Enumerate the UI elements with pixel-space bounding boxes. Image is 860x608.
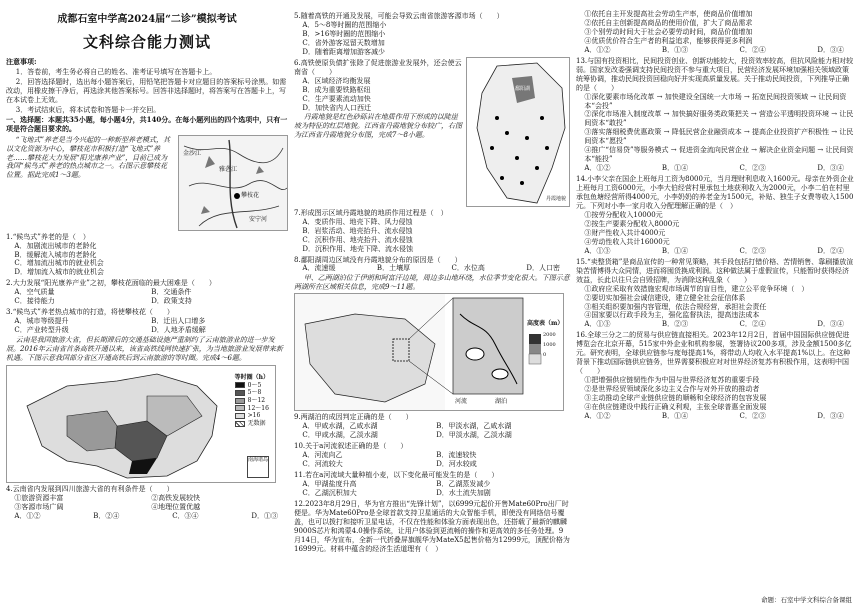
option: B．迁出人口增多 (151, 317, 206, 326)
question-1: 1.“候鸟式”养老的是（ ） A．加剧流出城市的老龄化 B．缓解流入城市的老龄化 C．增加流出城市的就业机会 D．增加流入城市的就业机会 (6, 233, 288, 278)
choice: A．①② (584, 411, 611, 420)
question-13: 13.与国有投资相比，民间投资创业、创新功能较大，投资效率较高，但抗风险能力相对较弱。国家发改委强调支持民间投资不参与重大项目，民营经济发展环境加强相关领域政策统筹协调，推动民间投资回稳向好并实现高质量发展。关于推动民间投资，下列推导正确的是（ ） ①深化要素市场化改革 → 加快建设全国统一大市场 → 拓宽民间投资领域 → 让民间资本“会投” ②深化市场准入制度改革 → 加快搞好服务类政策把关 → 营造公平透明投资环境 → 让民间资本“敢投” ③落实落细税费优惠政策 → 降低民营企业融资成本 → 提高企业投资扩产积极性 → 让民间资本“愿投” ④推广“信易贷”等服务模式 → 促进资金流向民营企业 → 解决企业资金问题 → 让民间资本“能投” A．①② B．①④ C．②③ D．③④ (576, 56, 854, 173)
exam-subject-title: 文科综合能力测试 (82, 32, 211, 51)
question-2: 2.大力发展“阳光康养产业”之初，攀枝花面临的最大困难是（ ） A．空气质量 B．交通条件 C．接待能力 D．政策支持 (6, 279, 288, 306)
option: ④推广“信易贷”等服务模式 → 促进资金流向民营企业 → 解决企业资金问题 → 让民间资本“能投” (584, 146, 854, 164)
option: D．人口密 (526, 264, 560, 273)
option: C．河流较大 (302, 460, 343, 469)
choice: B．②③ (661, 320, 689, 329)
option: B．乙湖蒸发减少 (436, 480, 491, 489)
china-map-legend (233, 372, 271, 430)
question-6: 6.高铁使原负债扩张除了促进旅游业发展外，还会使云南省（ ） A．区域经济均衡发展 B．成为重要铁路枢纽 C．生产要素流动加快 D．加快省内人口西迁 (294, 58, 462, 112)
option: A．加剧流出城市的老龄化 (14, 241, 97, 250)
option: B．土壤厚 (376, 264, 411, 273)
map-label: 雅砻江 (219, 165, 238, 173)
option: A．流速缓 (302, 264, 336, 273)
option: A．河流向乙 (302, 451, 343, 460)
choice: B．①④ (661, 164, 689, 173)
option: B．缓解流入城市的老龄化 (14, 250, 97, 259)
choice: D．③④ (817, 411, 844, 420)
choice: A．①③ (584, 320, 611, 329)
question-5: 5.随着高铁的开通及发展，可能会导致云南省旅游客源市场（ ） A．5～8等时圈的范围缩小 B．>16等时圈的范围缩小 C．省外游客逗留天数增加 D．随着距离增加游客减少 (294, 12, 570, 57)
legend-item: 12～16 (235, 405, 269, 413)
choice: A．①② (584, 45, 611, 54)
jiangxi-map-svg (467, 58, 570, 207)
option: A．空气质量 (14, 288, 55, 297)
option: ③落实落细税费优惠政策 → 降低民营企业融资成本 → 提高企业投资扩产积极性 → 让民间资本“愿投” (584, 128, 854, 146)
option: C．甲咸水湖，乙淡水湖 (302, 431, 378, 440)
option: A．5～8等时圈的范围缩小 (302, 20, 387, 29)
option: ④地理位置优越 (151, 502, 201, 511)
choice: C．②④ (739, 320, 766, 329)
choice: B．②④ (93, 511, 120, 520)
passage-4: 甲、乙两湖泊位于伊朗和阿富汗边境，周边多山地环绕，水位季节变化很大。下图示意两湖所在区域相关信息，完成9～11题。 (294, 274, 570, 292)
note-item: 3．考试结束后，将本试卷和答题卡一并交回。 (15, 105, 161, 114)
option: ④优质优价符合生产者的利益追求，能够获得更多利润 (584, 36, 753, 45)
option: ②按生产要素分配收入8000元 (584, 219, 680, 228)
option: D．水土流失加剧 (436, 488, 491, 497)
choice: C．②④ (739, 45, 766, 54)
option: C．乙湖沉积加大 (302, 488, 357, 497)
option: C．沉积作用、地壳抬升、流水侵蚀 (302, 235, 413, 244)
choice: C．③④ (172, 511, 199, 520)
option: ④在供应链建设中践行正确义利观，主张全球普惠全面发展 (584, 402, 767, 411)
option: ③财产性收入共计4000元 (584, 228, 666, 237)
choice: D．③④ (817, 164, 844, 173)
choice: A．①② (14, 511, 41, 520)
question-15: 15.“卖整货箱”是商品宣传的一种常见策略，其手段包括打错价格、苦情销售、靠刷播放渲染苦情博得大众同情，进而将囤货换成利润。这种做法属于虚假宣传，只能暂时获得经济效益，长此以往只会自毁招牌，为消除这种乱象（ ） ①政府应采取有效措施宏观市场调节的盲目性，建立公平竞争环境（ ） ②要切实加强社会诚信建设，建立健全社会征信体系 ③相关组织要加强内容管理，依法合规经营，承担社会责任 ④国家要以行政手段为主，强化监督执法，提高违法成本 A．①③ B．②③ C．②④ D．③④ (576, 257, 854, 329)
choice: D．③④ (817, 320, 844, 329)
south-sea-inset: 南海诸岛 (247, 456, 269, 478)
iran-lakes-map (294, 293, 564, 411)
legend-item: 无数据 (235, 420, 269, 428)
option: D．沉积作用、地壳下降、流水侵蚀 (302, 244, 414, 253)
option: C．增加流出城市的就业机会 (14, 259, 104, 268)
question-16: 16.全球三分之二的贸易与供应链直接相关。2023年12月2日，首届中国国际供应链促进博览会在北京开幕，515家中外企业和机构参展，签署协议200多项，涉及金额1500多亿元。研究表明，全球供应链参与度每提高1%，将带动人均收入水平提高1%以上。在这种背景下推动国际链供应链务，世界需要积极应对对世界经济复苏有积极作用，这表明中国（ ） ①把增强供应链韧性作为中国与世界经济复苏的重要手段 ②是世界经贸领域深化多边主义合作与对外开放的推动者 ③主动推动全球产业链供应链的顺畅和全球经济的包容发展 ④在供应链建设中践行正确义利观，主张全球普惠全面发展 A．①② B．①④ C．②③ D．③④ (576, 331, 854, 421)
choice: C．②③ (739, 164, 766, 173)
option: ②高铁发展较快 (151, 493, 201, 502)
option: B．流速较快 (436, 451, 477, 460)
option: B．交通条件 (151, 288, 192, 297)
option: B．岩浆活动、地壳抬升、流水侵蚀 (302, 226, 413, 235)
choice: B．①③ (661, 45, 689, 54)
column-3 (576, 10, 854, 421)
option: ①把增强供应链韧性作为中国与世界经济复苏的重要手段 (584, 376, 760, 385)
choice: C．②③ (739, 246, 766, 255)
china-isochrone-map (6, 365, 276, 483)
option: B．成为重要铁路枢纽 (302, 85, 371, 94)
question-14: 14.小李父亲在国企上班每月工资为8000元，当月理财利息收入1600元。母亲在外资企业上班每月工资6000元，小李大伯经营村里承包土地获利收入为2000元，小李二伯在村里承包鱼塘经营所得4000元，小李奶奶的养老金为1500元，补贴、独生子女费等收入1500元。下列对小李一家月收入分配理解正确的是（ ） ①按劳分配收入10000元 ②按生产要素分配收入8000元 ③财产性收入共计4000元 ④劳动性收入共计16000元 A．①③ B．①④ C．②③ D．②④ (576, 175, 854, 255)
option: ③个别劳动时间大于社会必要劳动时间，商品价值增加 (584, 27, 753, 36)
question-4: 4.云南省内发展到四川旅游大省的有利条件是（ ） ①旅游资源丰富 ②高铁发展较快 ③客源市场广阔 ④地理位置优越 A．①② B．②④ C．③④ D．①③ (6, 485, 288, 521)
legend-item: >16 (235, 412, 269, 420)
question-10: 10.关于a河流叙述正确的是（ ） A．河流向乙 B．流速较快 C．河流较大 D．河水较咸 (294, 442, 570, 469)
option: C．接待能力 (14, 297, 55, 306)
option: C．产业转型升级 (14, 326, 69, 335)
option: A．区域经济均衡发展 (302, 76, 371, 85)
legend-item: 0～5 (235, 382, 269, 390)
option: C．水位高 (451, 264, 485, 273)
option: A．城市等级提升 (14, 317, 69, 326)
page-footer: 命题：石室中学文科综合备课组 (761, 595, 852, 604)
map-label: 攀枝花 (241, 191, 260, 199)
option: D．政策支持 (151, 297, 192, 306)
map-label: 鄱阳湖 (515, 85, 531, 92)
column-2 (294, 10, 570, 554)
legend-river: 河流 (455, 398, 468, 406)
legend-item: 8～12 (235, 397, 269, 405)
choice: D．③④ (817, 45, 844, 54)
notes-heading: 注意事项: (6, 56, 37, 66)
option: B．甲淡水湖，乙咸水湖 (436, 422, 512, 431)
option: ③相关组织要加强内容管理，依法合规经营，承担社会责任 (584, 302, 767, 311)
option: A．变质作用、地壳下降、风力侵蚀 (302, 217, 413, 226)
question-9: 9.两湖泊的成因判定正确的是（ ） A．甲咸水湖，乙咸水湖 B．甲淡水湖，乙咸水湖 C．甲咸水湖，乙淡水湖 D．甲淡水湖，乙淡水湖 (294, 413, 570, 440)
legend-title: 等时圈（h） (234, 373, 269, 381)
elevation-value: 2000 (543, 332, 556, 339)
iran-map-svg (295, 294, 564, 411)
choice: A．①② (584, 164, 611, 173)
option: A．甲湖盐度升高 (302, 480, 357, 489)
choice: A．①③ (584, 246, 611, 255)
option: A．甲咸水湖，乙咸水湖 (302, 422, 378, 431)
option: D．加快省内人口西迁 (302, 103, 372, 112)
question-12-options (576, 10, 854, 55)
legend-lake: 湖泊 (495, 398, 508, 406)
section-heading: 一、选择题：本题共35小题，每小题4分，共140分。在每小题列出的四个选项中，只有一项是符合题目要求的。 (6, 114, 288, 133)
option: ④劳动性收入共计16000元 (584, 237, 670, 246)
note-item: 1．答卷前，考生务必将自己的姓名、准考证号填写在答题卡上。 (15, 67, 217, 76)
option: C．省外游客逗留天数增加 (302, 38, 385, 47)
option: D．随着距离增加游客减少 (302, 47, 386, 56)
option: ①政府应采取有效措施宏观市场调节的盲目性，建立公平竞争环境（ ） (584, 284, 809, 293)
question-7: 7.形成图示区域丹霞地貌的地质作用过程是（ ） A．变质作用、地壳下降、风力侵蚀 B．岩浆活动、地壳抬升、流水侵蚀 C．沉积作用、地壳抬升、流水侵蚀 D．沉积作用、地壳下降、流水侵蚀 (294, 209, 570, 254)
choice: B．①④ (661, 411, 689, 420)
option: ①依托自主开发提高社会劳动生产率，使商品价值增加 (584, 10, 753, 18)
choice: D．②④ (817, 246, 844, 255)
option: C．生产要素流动加快 (302, 94, 371, 103)
elevation-value: 0 (543, 352, 547, 359)
option: ④国家要以行政手段为主，强化监督执法，提高违法成本 (584, 311, 760, 320)
question-3: 3.“候鸟式”养老热点城市的打造，将使攀枝花（ ） A．城市等级提升 B．迁出人口增多 C．产业转型升级 D．人地矛盾缓解 (6, 308, 288, 335)
map-label: 金沙江 (183, 149, 202, 157)
choice: D．①③ (251, 511, 278, 520)
option: D．人地矛盾缓解 (151, 326, 206, 335)
passage-3: 丹霞地貌是红色砂砾岩在地质作用下形成的以陡崖坡为特征的红层地貌。江西省丹霞地貌分布较广，右图为江西省丹霞地貌分布图，完成7～8小题。 (294, 113, 462, 140)
column-1 (6, 10, 288, 521)
option: ②依托自主创新提高商品的使用价值，扩大了商品需求 (584, 18, 753, 27)
option: D．河水较咸 (436, 460, 477, 469)
map-label: 安宁河 (249, 215, 268, 223)
question-8: 8.鄱阳湖周边区域没有丹霞地貌分布的原因是（ ） A．流速缓 B．土壤厚 C．水位高 D．人口密 (294, 255, 560, 273)
map-legend-label: 丹霞地貌 (545, 196, 566, 203)
elevation-legend-title: 高度表（m） (527, 320, 564, 328)
option: ③主动推动全球产业链供应链的顺畅和全球经济的包容发展 (584, 394, 767, 403)
option: D．甲淡水湖，乙淡水湖 (436, 431, 512, 440)
elevation-value: 1000 (543, 342, 556, 349)
question-12: 12.2023年8月29日，华为官方推出“先锋计划”，以6999元起价开售Mate60Pro出厂时便是。华为Mate60Pro是全球首款支持卫星通话的大众智能手机，即使没有网络信号覆盖，也可以拨打和接听卫星电话，不仅在性能和体验方面表现出色，还搭载了最新的麒麟9000S芯片和鸿蒙4.0操作系统，让用户体验到更流畅的操作和更高效的多任务处理。9月14日，华为宣布，全新一代折叠屏旗舰华为MateX5起售价格为12999元，顶配价格为16999元。材料中蕴含的经济生活道理有（ ） (294, 499, 570, 553)
option: ①深化要素市场化改革 → 加快建设全国统一大市场 → 拓宽民间投资领域 → 让民间资本“会投” (584, 92, 847, 110)
option: ②深化市场准入制度改革 → 加快搞好服务类政策把关 → 营造公平透明投资环境 → 让民间资本“敢投” (584, 110, 854, 128)
option: ①旅游资源丰富 (14, 493, 64, 502)
passage-2: 云南是我国旅游大省，但长期滞后的交通基础设施严重制约了云南旅游业的进一步发展。2016年云南省首条高铁开通以来，该省高铁线网快速扩张，为当地旅游业发展带来新机遇。下图示意我国部分省区开通高铁后到云南旅游的等时圈。完成4～6题。 (6, 336, 283, 362)
option: ③客源市场广阔 (14, 502, 64, 511)
option: ②是世界经贸领域深化多边主义合作与对外开放的推动者 (584, 385, 760, 394)
question-11: 11.若在a河流域大量种植小麦，以下变化最可能发生的是（ ） A．甲湖盐度升高 B．乙湖蒸发减少 C．乙湖沉积加大 D．水土流失加剧 (294, 471, 570, 498)
note-item: 2．回答选择题时，选出每小题答案后，用铅笔把答题卡对应题目的答案标号涂黑。如需改动，用橡皮擦干净后，再选涂其他答案标号。回答非选择题时，将答案写在答题卡上，写在本试卷上无效。 (6, 77, 287, 104)
panzhihua-map (178, 135, 288, 231)
jiangxi-danxia-map (466, 57, 570, 207)
choice: C．②③ (739, 411, 766, 420)
option: ②要切实加强社会诚信建设，建立健全社会征信体系 (584, 293, 746, 302)
choice: B．①④ (661, 246, 689, 255)
passage-1: “飞地式”养老是当今兴起的一种新型养老模式，其以文化资源为中心，攀枝花市积极打造“飞地式”养老……攀枝花大力发展“阳光康养产业”，目前已成为我国“候鸟式”养老的热点城市之一。右图示意攀枝花位置。据此完成1～3题。 (6, 135, 170, 180)
legend-item: 5～8 (235, 389, 269, 397)
exam-school-title: 成都石室中学高2024届“二诊”模拟考试 (57, 14, 237, 25)
option: ①按劳分配收入10000元 (584, 210, 663, 219)
option: B．>16等时圈的范围缩小 (302, 29, 386, 38)
option: D．增加流入城市的就业机会 (14, 268, 105, 277)
